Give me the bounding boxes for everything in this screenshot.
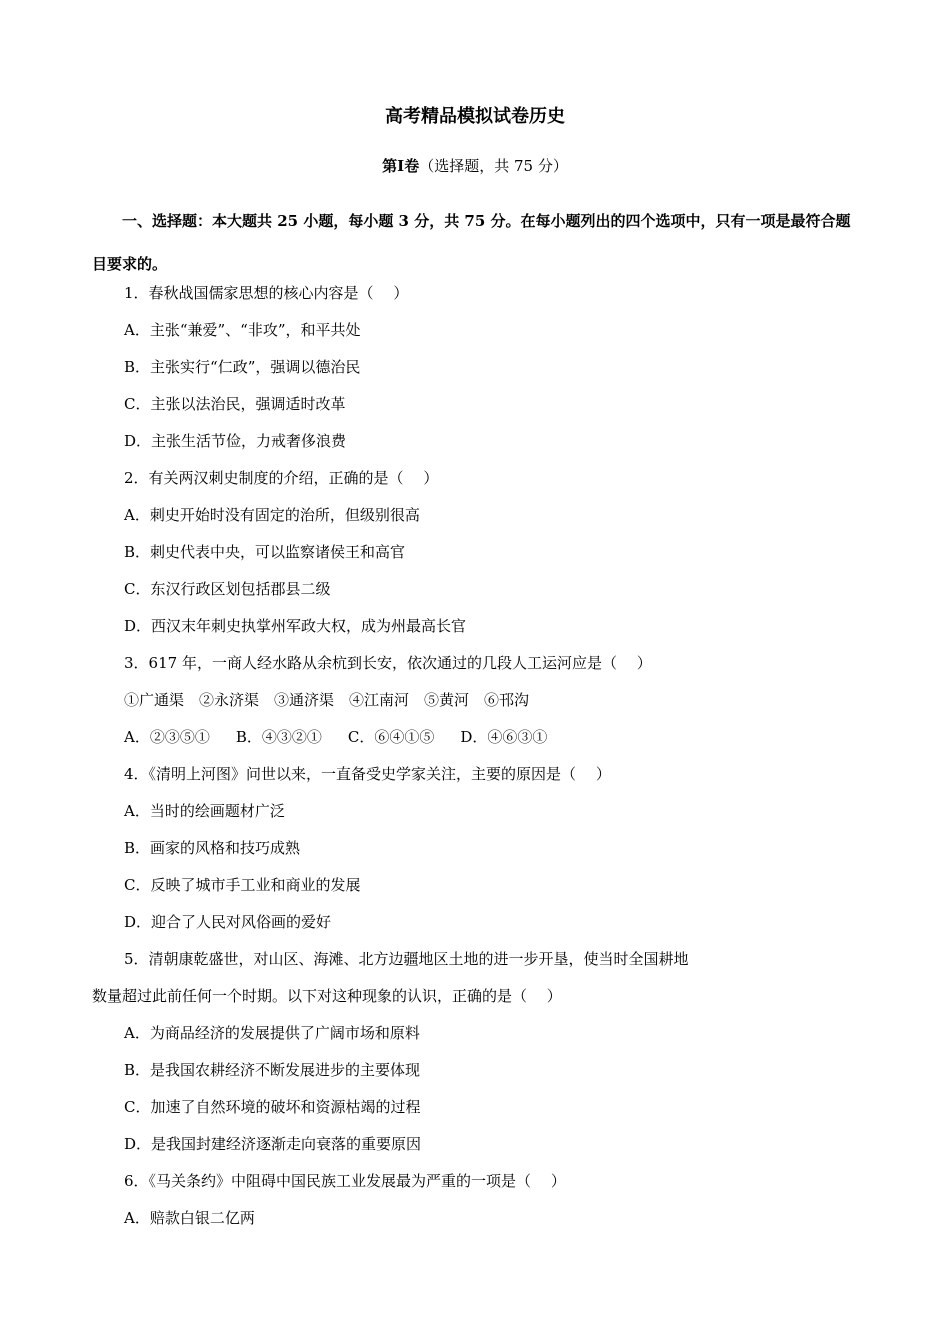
option-d: D．西汉末年刺史执掌州军政大权，成为州最高长官 (124, 617, 467, 635)
option-b: B．是我国农耕经济不断发展进步的主要体现 (124, 1061, 421, 1079)
question-stem: 2．有关两汉刺史制度的介绍，正确的是（ ） (124, 469, 439, 487)
option-b: B．画家的风格和技巧成熟 (124, 839, 301, 857)
option-a: A．赔款白银二亿两 (124, 1209, 255, 1227)
option-a: A．当时的绘画题材广泛 (124, 802, 285, 820)
inline-options (92, 721, 862, 758)
option-c: C．东汉行政区划包括郡县二级 (124, 580, 331, 598)
question-stem: 5．清朝康乾盛世，对山区、海滩、北方边疆地区土地的进一步开垦，使当时全国耕地 (124, 950, 689, 968)
option-a: A．为商品经济的发展提供了广阔市场和原料 (124, 1024, 420, 1042)
option-b: B．刺史代表中央，可以监察诸侯王和高官 (124, 543, 406, 561)
option-b: B．④③②① (235, 728, 322, 746)
question-stem: 4．《清明上河图》问世以来，一直备受史学家关注，主要的原因是（ ） (124, 765, 611, 783)
option-c: C．⑥④①⑤ (347, 728, 435, 746)
option-c: C．主张以法治民，强调适时改革 (124, 395, 346, 413)
question-stem: 1．春秋战国儒家思想的核心内容是（ ） (124, 284, 409, 302)
section-heading-detail: （选择题，共 75 分） (419, 157, 568, 175)
page-title: 高考精品模拟试卷历史 (385, 106, 565, 127)
option-d: D．主张生活节俭，力戒奢侈浪费 (124, 432, 347, 450)
option-d: D．④⑥③① (460, 728, 548, 746)
option-a: A．②③⑤① (124, 728, 210, 746)
section-heading (0, 152, 950, 180)
option-b: B．主张实行“仁政”，强调以德治民 (124, 358, 361, 376)
question-items: ①广通渠 ②永济渠 ③通济渠 ④江南河 ⑤黄河 ⑥邗沟 (124, 691, 530, 709)
question-stem-continued: 数量超过此前任何一个时期。以下对这种现象的认识，正确的是（ ） (92, 987, 562, 1005)
question-stem: 6．《马关条约》中阻碍中国民族工业发展最为严重的一项是（ ） (124, 1172, 566, 1190)
option-a: A．主张“兼爱”、“非攻”，和平共处 (124, 321, 361, 339)
option-c: C．反映了城市手工业和商业的发展 (124, 876, 361, 894)
section-heading-label: 第Ⅰ卷 (382, 157, 420, 175)
questions-list (92, 277, 862, 1239)
option-a: A．刺史开始时没有固定的治所，但级别很高 (124, 506, 420, 524)
instructions-paragraph: 一、选择题：本大题共 25 小题，每小题 3 分，共 75 分。在每小题列出的四个选项中，只有一项是最符合题目要求的。 (92, 212, 851, 273)
option-c: C．加速了自然环境的破坏和资源枯竭的过程 (124, 1098, 421, 1116)
option-d: D．迎合了人民对风俗画的爱好 (124, 913, 332, 931)
question-stem: 3．617 年，一商人经水路从余杭到长安，依次通过的几段人工运河应是（ ） (124, 654, 652, 672)
option-d: D．是我国封建经济逐渐走向衰落的重要原因 (124, 1135, 422, 1153)
